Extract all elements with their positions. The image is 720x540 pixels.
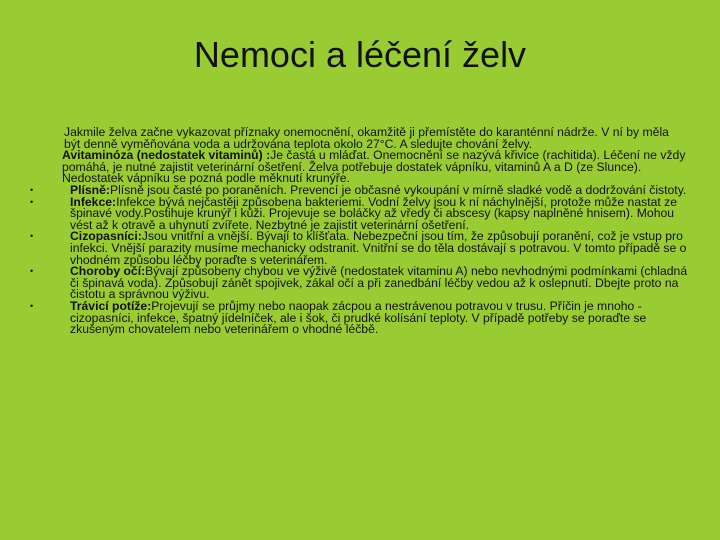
item-text: Infekce bývá nejčastěji způsobena bakteriemi. Vodní želvy jsou k ní náchylnější, protože může nastat ze špinavé vody.Postihuje krunýř i kůži. Projevuje se boláčky až vředy či abscesy (kapsy naplněné hnisem). Mohou vést až k otravě a uhynutí zvířete. Nezbytné je zajistit veterinární ošetření. (70, 194, 677, 232)
bullet-icon: • (30, 231, 34, 242)
item-text: Plísně jsou časté po poraněních. Prevencí je občasné vykoupání v mírně sladké vodě a dodržování čistoty. (109, 182, 687, 197)
intro-paragraph: Jakmile želva začne vykazovat příznaky onemocnění, okamžitě ji přemístěte do karanténní nádrže. V ní by měla být denně vyměňována voda a udržována teplota okolo 27°C. A sledujte chování želvy. (64, 125, 669, 151)
avitaminosis-paragraph (28, 150, 688, 185)
list-item (28, 194, 688, 232)
item-term: Trávicí potíže: (70, 298, 152, 313)
item-text: Bývají způsobeny chybou ve výživě (nedostatek vitaminu A) nebo nevhodnými podmínkami (chladná či špinavá voda). Způsobují zánět spojivek, zákal očí a při zanedbání léčby vedou až k oslepnutí. Dbejte proto na čistotu a správnou výživu. (70, 264, 688, 302)
bullet-icon: • (30, 184, 34, 195)
list-item (28, 266, 688, 301)
bullet-icon: • (30, 300, 34, 311)
item-text: Jsou vnitřní a vnější. Bývají to klíšťata. Nebezpeční jsou tím, že způsobují poranění, což je vstup pro infekci. Vnější parazity musíme mechanicky odstranit. Vnitřní se do těla dostávají s potravou. V tomto případě se o vhodném způsobu léčby poraďte s veterinářem. (70, 229, 687, 267)
item-term: Choroby očí: (70, 264, 146, 279)
bullet-icon: • (30, 196, 34, 207)
list-item (28, 298, 688, 337)
slide-body (28, 127, 688, 336)
slide-title: Nemoci a léčení želv (193, 34, 527, 75)
item-term: Cizopasníci: (70, 229, 142, 244)
avitaminosis-text: Je častá u mláďat. Onemocnění se nazývá křivice (rachitida). Léčení ne vždy pomáhá, je nutné zajistit veterinární ošetření. Želva potřebuje dostatek vápníku, vitaminů A a D (ze Slunce). Nedostatek vápníku se pozná podle měknutí krunýře. (62, 148, 686, 186)
item-term: Plísně: (70, 182, 110, 197)
list-item (28, 231, 688, 266)
avitaminosis-term: Avitaminóza (nedostatek vitaminů) : (62, 148, 271, 163)
bullet-icon: • (30, 266, 34, 277)
item-text: Projevují se průjmy nebo naopak zácpou a nestrávenou potravou v trusu. Příčin je mnoho - cizopasníci, infekce, špatný jídelníček, ale i šok, či prudké kolísání teploty. V případě potřeby se poraďte se zkušeným chovatelem nebo veterinářem o vhodné léčbě. (70, 298, 647, 337)
item-term: Infekce: (70, 194, 117, 209)
